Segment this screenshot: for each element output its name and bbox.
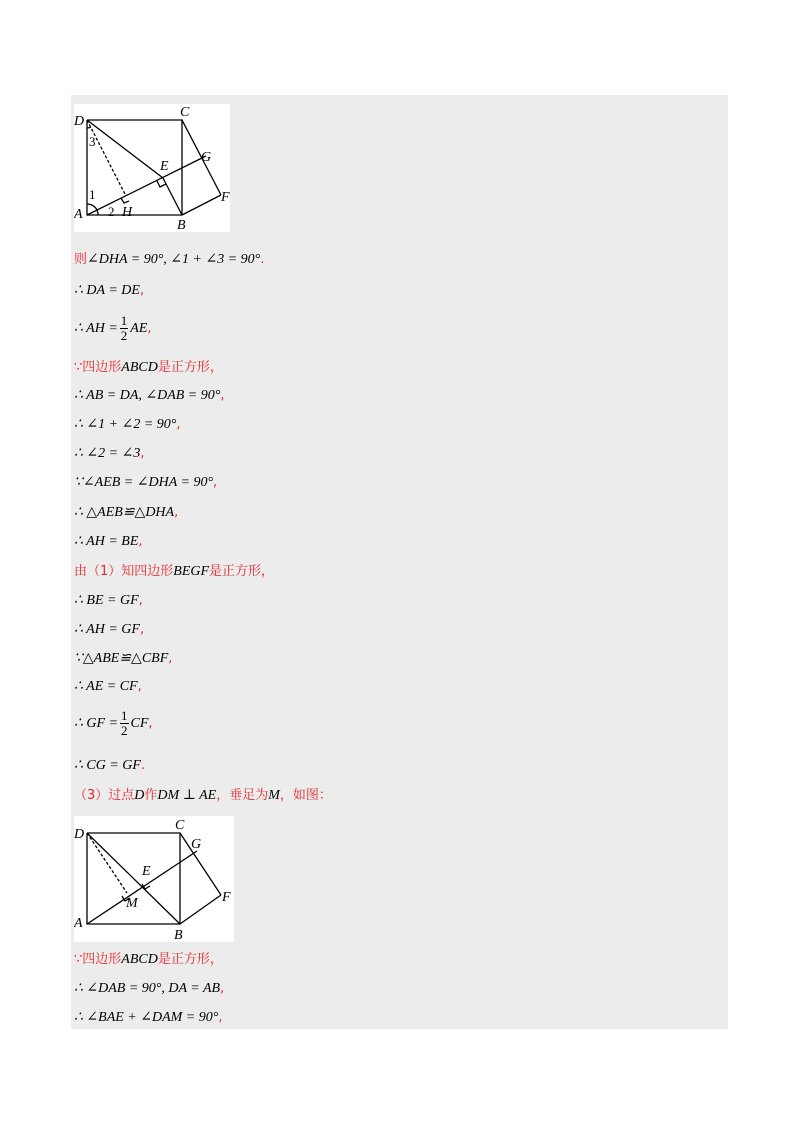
line-10: ∴ AH = BE, — [74, 534, 143, 549]
line-15: ∴ AE = CF, — [74, 679, 142, 694]
line-7: ∴ ∠2 = ∠3, — [74, 446, 145, 461]
line-13: ∴ AH = GF, — [74, 622, 145, 637]
fig2-label-F: F — [222, 890, 231, 905]
fig1-label-F: F — [221, 190, 230, 205]
fig1-angle-1: 1 — [89, 187, 96, 202]
line-14: ∵△ABE≌△CBF, — [74, 651, 173, 666]
fig2-label-A: A — [74, 916, 83, 931]
line-19: ∵四边形ABCD是正方形， — [74, 952, 223, 967]
fig2-label-E: E — [142, 864, 151, 879]
fig1-label-H: H — [122, 205, 133, 220]
fig1-label-A: A — [74, 207, 83, 222]
fig2-label-G: G — [191, 837, 202, 852]
fig2-label-B: B — [174, 928, 183, 942]
line-2: ∴ DA = DE, — [74, 283, 145, 298]
geometry-figure-1 — [74, 104, 230, 232]
fig1-angle-2: 2 — [108, 204, 115, 219]
fig1-angle-3: 3 — [89, 134, 96, 149]
line-16: ∴ GF = $\frac{1}{2}$ CF, — [74, 708, 153, 739]
line-8: ∵∠AEB = ∠DHA = 90°, — [74, 475, 218, 490]
fig1-label-D: D — [74, 114, 85, 129]
fraction: $\frac{1}{2}$ — [120, 313, 128, 344]
fig2-label-D: D — [74, 827, 85, 842]
line-4: ∵四边形ABCD是正方形， — [74, 360, 223, 375]
fig1-label-E: E — [160, 159, 169, 174]
fig1-label-C: C — [180, 105, 190, 120]
line-18: （3）过点D作DM ⊥ AE，垂足为M，如图： — [74, 788, 332, 803]
fig2-label-C: C — [175, 818, 185, 833]
figure-2-svg — [74, 816, 234, 942]
line-6: ∴ ∠1 + ∠2 = 90°, — [74, 417, 181, 432]
line-20: ∴ ∠DAB = 90°, DA = AB, — [74, 981, 225, 996]
fig2-label-M: M — [126, 896, 138, 911]
line-3: ∴ AH = $\frac{1}{2}$ AE, — [74, 313, 152, 344]
line-21: ∴ ∠BAE + ∠DAM = 90°, — [74, 1010, 223, 1025]
fraction: $\frac{1}{2}$ — [121, 708, 128, 739]
line-12: ∴ BE = GF, — [74, 593, 143, 608]
fig1-label-B: B — [177, 218, 186, 232]
line-17: ∴ CG = GF. — [74, 758, 146, 773]
fig1-label-G: G — [201, 150, 212, 165]
line-1: 则∠DHA = 90°, ∠1 + ∠3 = 90°. — [74, 252, 265, 267]
line-9: ∴ △AEB≌△DHA, — [74, 505, 179, 520]
line-5: ∴ AB = DA, ∠DAB = 90°, — [74, 388, 225, 403]
geometry-figure-2 — [74, 816, 234, 942]
figure-1-svg — [74, 104, 230, 232]
line-11: 由（1）知四边形BEGF是正方形， — [74, 564, 275, 579]
